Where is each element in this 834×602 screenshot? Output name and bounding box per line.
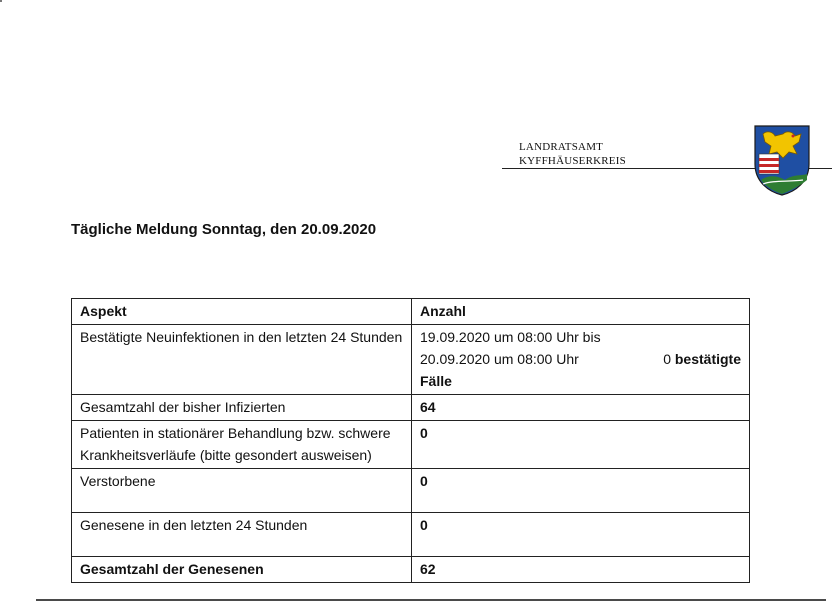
cell-anzahl: 0 [412,469,750,513]
case-unit-continued: Fälle [420,373,452,389]
cell-aspekt: Patienten in stationärer Behandlung bzw. schwere Krankheitsverläufe (bitte gesondert ausweisen) [72,421,412,469]
table-row [72,557,750,583]
report-title: Tägliche Meldung Sonntag, den 20.09.2020 [71,221,377,238]
period-end-line [420,348,741,370]
letterhead-office: LANDRATSAMT [519,141,604,153]
header-anzahl: Anzahl [412,299,750,325]
table-row [72,469,750,513]
header-aspekt: Aspekt [72,299,412,325]
table-row [72,395,750,421]
table-row [72,421,750,469]
cell-anzahl: 62 [412,557,750,583]
cell-anzahl [412,325,750,395]
cell-aspekt: Gesamtzahl der Genesenen [72,557,412,583]
cell-aspekt: Verstorbene [72,469,412,513]
cell-aspekt: Bestätigte Neuinfektionen in den letzten 24 Stunden [72,325,412,395]
report-table [71,298,750,583]
period-start: 19.09.2020 um 08:00 Uhr bis [420,329,601,345]
cell-aspekt: Genesene in den letzten 24 Stunden [72,513,412,557]
period-end: 20.09.2020 um 08:00 Uhr [420,351,579,367]
bottom-rule [36,599,826,601]
corner-mark [0,0,2,2]
letterhead-district: KYFFHÄUSERKREIS [519,155,626,167]
cell-aspekt: Gesamtzahl der bisher Infizierten [72,395,412,421]
cell-anzahl: 64 [412,395,750,421]
coat-of-arms-icon [753,124,811,196]
table-row [72,513,750,557]
table-header-row [72,299,750,325]
case-count-group [663,348,741,370]
case-count: 0 [663,351,671,367]
case-unit: bestätigte [674,351,741,367]
cell-anzahl: 0 [412,421,750,469]
cell-anzahl: 0 [412,513,750,557]
table-row [72,325,750,395]
letterhead [519,140,626,168]
